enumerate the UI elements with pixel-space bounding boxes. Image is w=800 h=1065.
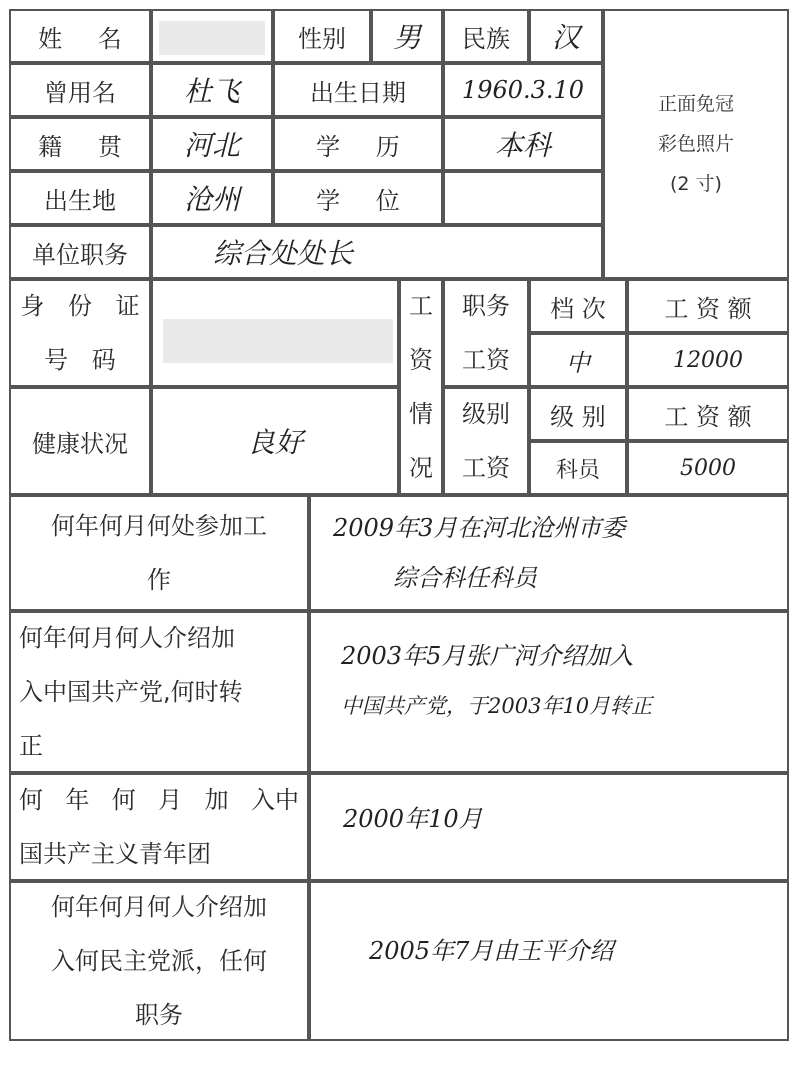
label-democratic-party [9, 881, 309, 1041]
label-level-salary [443, 387, 529, 495]
label-gender-text: 性别 [298, 24, 346, 53]
label-democratic-party-line-1: 何年何月何人介绍加 [51, 893, 267, 921]
value-native-place [151, 117, 273, 171]
label-degree-text: 学 位 [316, 186, 414, 215]
label-youth-league-line-1 [19, 773, 299, 827]
label-ethnicity [443, 9, 529, 63]
value-position-amount-text: 12000 [673, 347, 743, 373]
header-amount [627, 279, 789, 333]
label-work-start-line-1: 何年何月何处参加工 [51, 512, 267, 540]
value-unit-position [151, 225, 603, 279]
value-position-grade-text: 中 [566, 348, 590, 377]
label-youth-league-char: 入中 [250, 786, 299, 814]
label-birthplace [9, 171, 151, 225]
label-id-line-2: 号 码 [44, 346, 124, 374]
value-birth-date-text: 1960.3.10 [461, 76, 585, 104]
label-health [9, 387, 151, 495]
label-native-place-text: 籍 贯 [38, 132, 136, 161]
value-level-amount [627, 441, 789, 495]
header-amount-2 [627, 387, 789, 441]
value-youth-league [309, 773, 789, 881]
label-work-start [9, 495, 309, 611]
value-birth-date [443, 63, 603, 117]
value-work-start-line-1: 2009年3月在河北沧州市委 [333, 514, 626, 542]
value-health [151, 387, 399, 495]
value-democratic-party [309, 881, 789, 1041]
value-health-text: 良好 [246, 426, 303, 459]
label-salary-char-1: 工 [409, 292, 433, 320]
label-salary-situation [399, 279, 443, 495]
label-name-text: 姓 名 [38, 24, 136, 53]
label-birth-date [273, 63, 443, 117]
label-party-join-line-1: 何年何月何人介绍加 [19, 624, 235, 652]
label-former-name [9, 63, 151, 117]
label-party-join-line-3: 正 [19, 732, 43, 760]
value-former-name [151, 63, 273, 117]
photo-line-1: 正面免冠 [657, 93, 734, 115]
label-youth-league-char: 何 [111, 786, 136, 814]
label-party-join [9, 611, 309, 773]
personnel-form [10, 10, 790, 1042]
label-health-text: 健康状况 [32, 429, 128, 458]
header-grade-text: 档 次 [550, 294, 606, 323]
value-ethnicity [529, 9, 603, 63]
label-former-name-text: 曾用名 [44, 78, 116, 107]
label-gender [273, 9, 371, 63]
value-party-join [309, 611, 789, 773]
header-level [529, 387, 627, 441]
value-position-grade [529, 333, 627, 387]
header-amount-2-text: 工 资 额 [664, 402, 752, 431]
value-education-text: 本科 [494, 129, 551, 162]
value-unit-position-text: 综合处处长 [213, 237, 354, 270]
value-youth-league-text: 2000年10月 [343, 805, 483, 833]
value-ethnicity-text: 汉 [551, 21, 580, 54]
value-id-number [151, 279, 399, 387]
label-position-salary-2: 工资 [462, 346, 510, 374]
value-work-start-line-2: 综合科任科员 [393, 564, 537, 592]
label-education [273, 117, 443, 171]
label-salary-char-2: 资 [409, 346, 433, 374]
label-name [9, 9, 151, 63]
label-id-number [9, 279, 151, 387]
label-birthplace-text: 出生地 [44, 186, 116, 215]
redacted-block [159, 21, 265, 55]
value-level-grade-text: 科员 [555, 457, 600, 483]
label-degree [273, 171, 443, 225]
label-work-start-line-2: 作 [147, 566, 171, 594]
value-level-amount-text: 5000 [680, 455, 736, 481]
value-position-amount [627, 333, 789, 387]
value-name [151, 9, 273, 63]
label-youth-league-line-2: 国共产主义青年团 [19, 840, 211, 868]
label-level-salary-2: 工资 [462, 454, 510, 482]
value-party-join-line-1: 2003年5月张广河介绍加入 [341, 642, 634, 670]
value-former-name-text: 杜飞 [183, 75, 240, 108]
label-youth-league-char: 月 [158, 786, 183, 814]
label-salary-char-3: 情 [409, 400, 433, 428]
label-youth-league-char: 加 [204, 786, 229, 814]
label-youth-league [9, 773, 309, 881]
value-birthplace [151, 171, 273, 225]
value-level-grade [529, 441, 627, 495]
label-youth-league-char: 年 [65, 786, 90, 814]
value-gender [371, 9, 443, 63]
photo-placeholder [603, 9, 789, 279]
value-democratic-party-text: 2005年7月由王平介绍 [369, 937, 614, 965]
label-native-place [9, 117, 151, 171]
label-unit-position [9, 225, 151, 279]
label-salary-char-4: 况 [409, 454, 433, 482]
label-education-text: 学 历 [316, 132, 414, 161]
value-gender-text: 男 [392, 21, 421, 54]
label-id-line-1: 身 份 证 [20, 292, 148, 320]
label-democratic-party-line-2: 入何民主党派，任何 [51, 947, 267, 975]
header-amount-text: 工 资 额 [664, 294, 752, 323]
label-level-salary-1: 级别 [462, 400, 510, 428]
value-work-start [309, 495, 789, 611]
value-party-join-line-2: 中国共产党，于2003年10月转正 [341, 694, 653, 718]
value-native-place-text: 河北 [183, 129, 240, 162]
label-ethnicity-text: 民族 [462, 24, 510, 53]
header-grade [529, 279, 627, 333]
value-birthplace-text: 沧州 [183, 183, 240, 216]
redacted-block [163, 319, 393, 363]
label-democratic-party-line-3: 职务 [135, 1001, 183, 1029]
value-education [443, 117, 603, 171]
label-party-join-line-2: 入中国共产党,何时转 [19, 678, 243, 706]
label-youth-league-char: 何 [19, 786, 43, 814]
photo-line-3: (2 寸) [670, 173, 722, 195]
label-birth-date-text: 出生日期 [310, 78, 406, 107]
header-level-text: 级 别 [550, 402, 606, 431]
label-unit-position-text: 单位职务 [32, 240, 128, 269]
photo-line-2: 彩色照片 [657, 133, 734, 155]
value-degree [443, 171, 603, 225]
label-position-salary [443, 279, 529, 387]
label-position-salary-1: 职务 [462, 292, 510, 320]
